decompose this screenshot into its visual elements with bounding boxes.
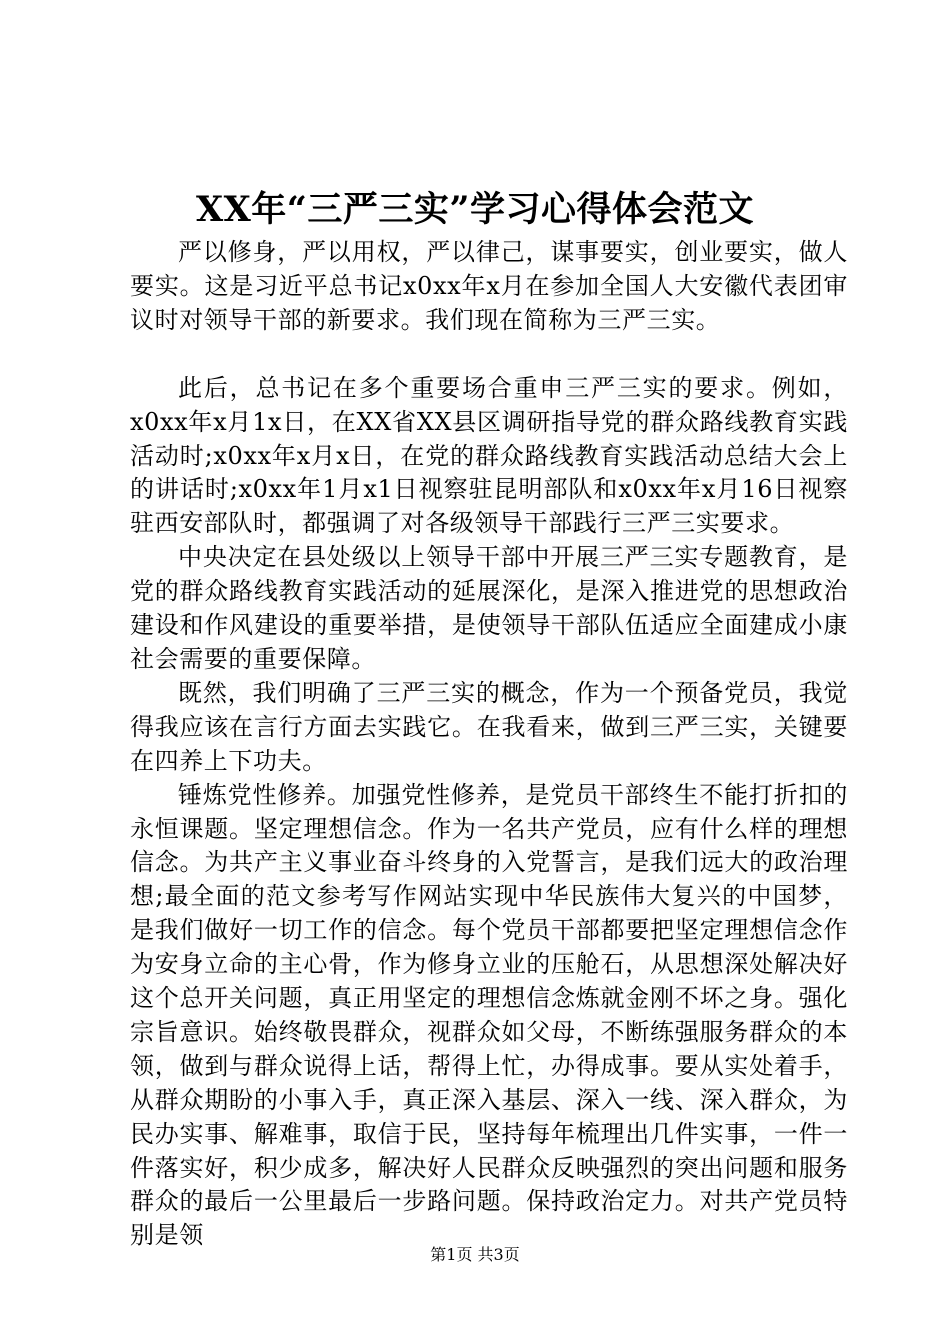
paragraph-4: 既然，我们明确了三严三实的概念，作为一个预备党员，我觉得我应该在言行方面去实践它。在我看来，做到三严三实，关键要在四养上下功夫。	[130, 678, 848, 775]
paragraph-2: 此后，总书记在多个重要场合重申三严三实的要求。例如，x0xx年x月1x日，在XX省XX县区调研指导党的群众路线教育实践活动时;x0xx年x月x日，在党的群众路线教育实践活动总结大会上的讲话时;x0xx年1月x1日视察驻昆明部队和x0xx年x月16日视察驻西安部队时，都强调了对各级领导干部践行三严三实要求。	[130, 373, 848, 538]
page-number-footer: 第1页 共3页	[430, 1245, 520, 1264]
paragraph-spacer	[130, 338, 848, 372]
document-body	[130, 236, 848, 1253]
paragraph-5: 锤炼党性修养。加强党性修养，是党员干部终生不能打折扣的永恒课题。坚定理想信念。作为一名共产党员，应有什么样的理想信念。为共产主义事业奋斗终身的入党誓言，是我们远大的政治理想;最全面的范文参考写作网站实现中华民族伟大复兴的中国梦，是我们做好一切工作的信念。每个党员干部都要把坚定理想信念作为安身立命的主心骨，作为修身立业的压舱石，从思想深处解决好这个总开关问题，真正用坚定的理想信念炼就金刚不坏之身。强化宗旨意识。始终敬畏群众，视群众如父母，不断练强服务群众的本领，做到与群众说得上话，帮得上忙，办得成事。要从实处着手，从群众期盼的小事入手，真正深入基层、深入一线、深入群众，为民办实事、解难事，取信于民，坚持每年梳理出几件实事，一件一件落实好，积少成多，解决好人民群众反映强烈的突出问题和服务群众的最后一公里最后一步路问题。保持政治定力。对共产党员特别是领	[130, 780, 848, 1250]
paragraph-3: 中央决定在县处级以上领导干部中开展三严三实专题教育，是党的群众路线教育实践活动的延展深化，是深入推进党的思想政治建设和作风建设的重要举措，是使领导干部队伍适应全面建成小康社会需要的重要保障。	[130, 543, 848, 673]
document-title: XX年“三严三实”学习心得体会范文	[195, 189, 755, 230]
paragraph-1: 严以修身，严以用权，严以律己，谋事要实，创业要实，做人要实。这是习近平总书记x0xx年x月在参加全国人大安徽代表团审议时对领导干部的新要求。我们现在简称为三严三实。	[130, 238, 848, 334]
